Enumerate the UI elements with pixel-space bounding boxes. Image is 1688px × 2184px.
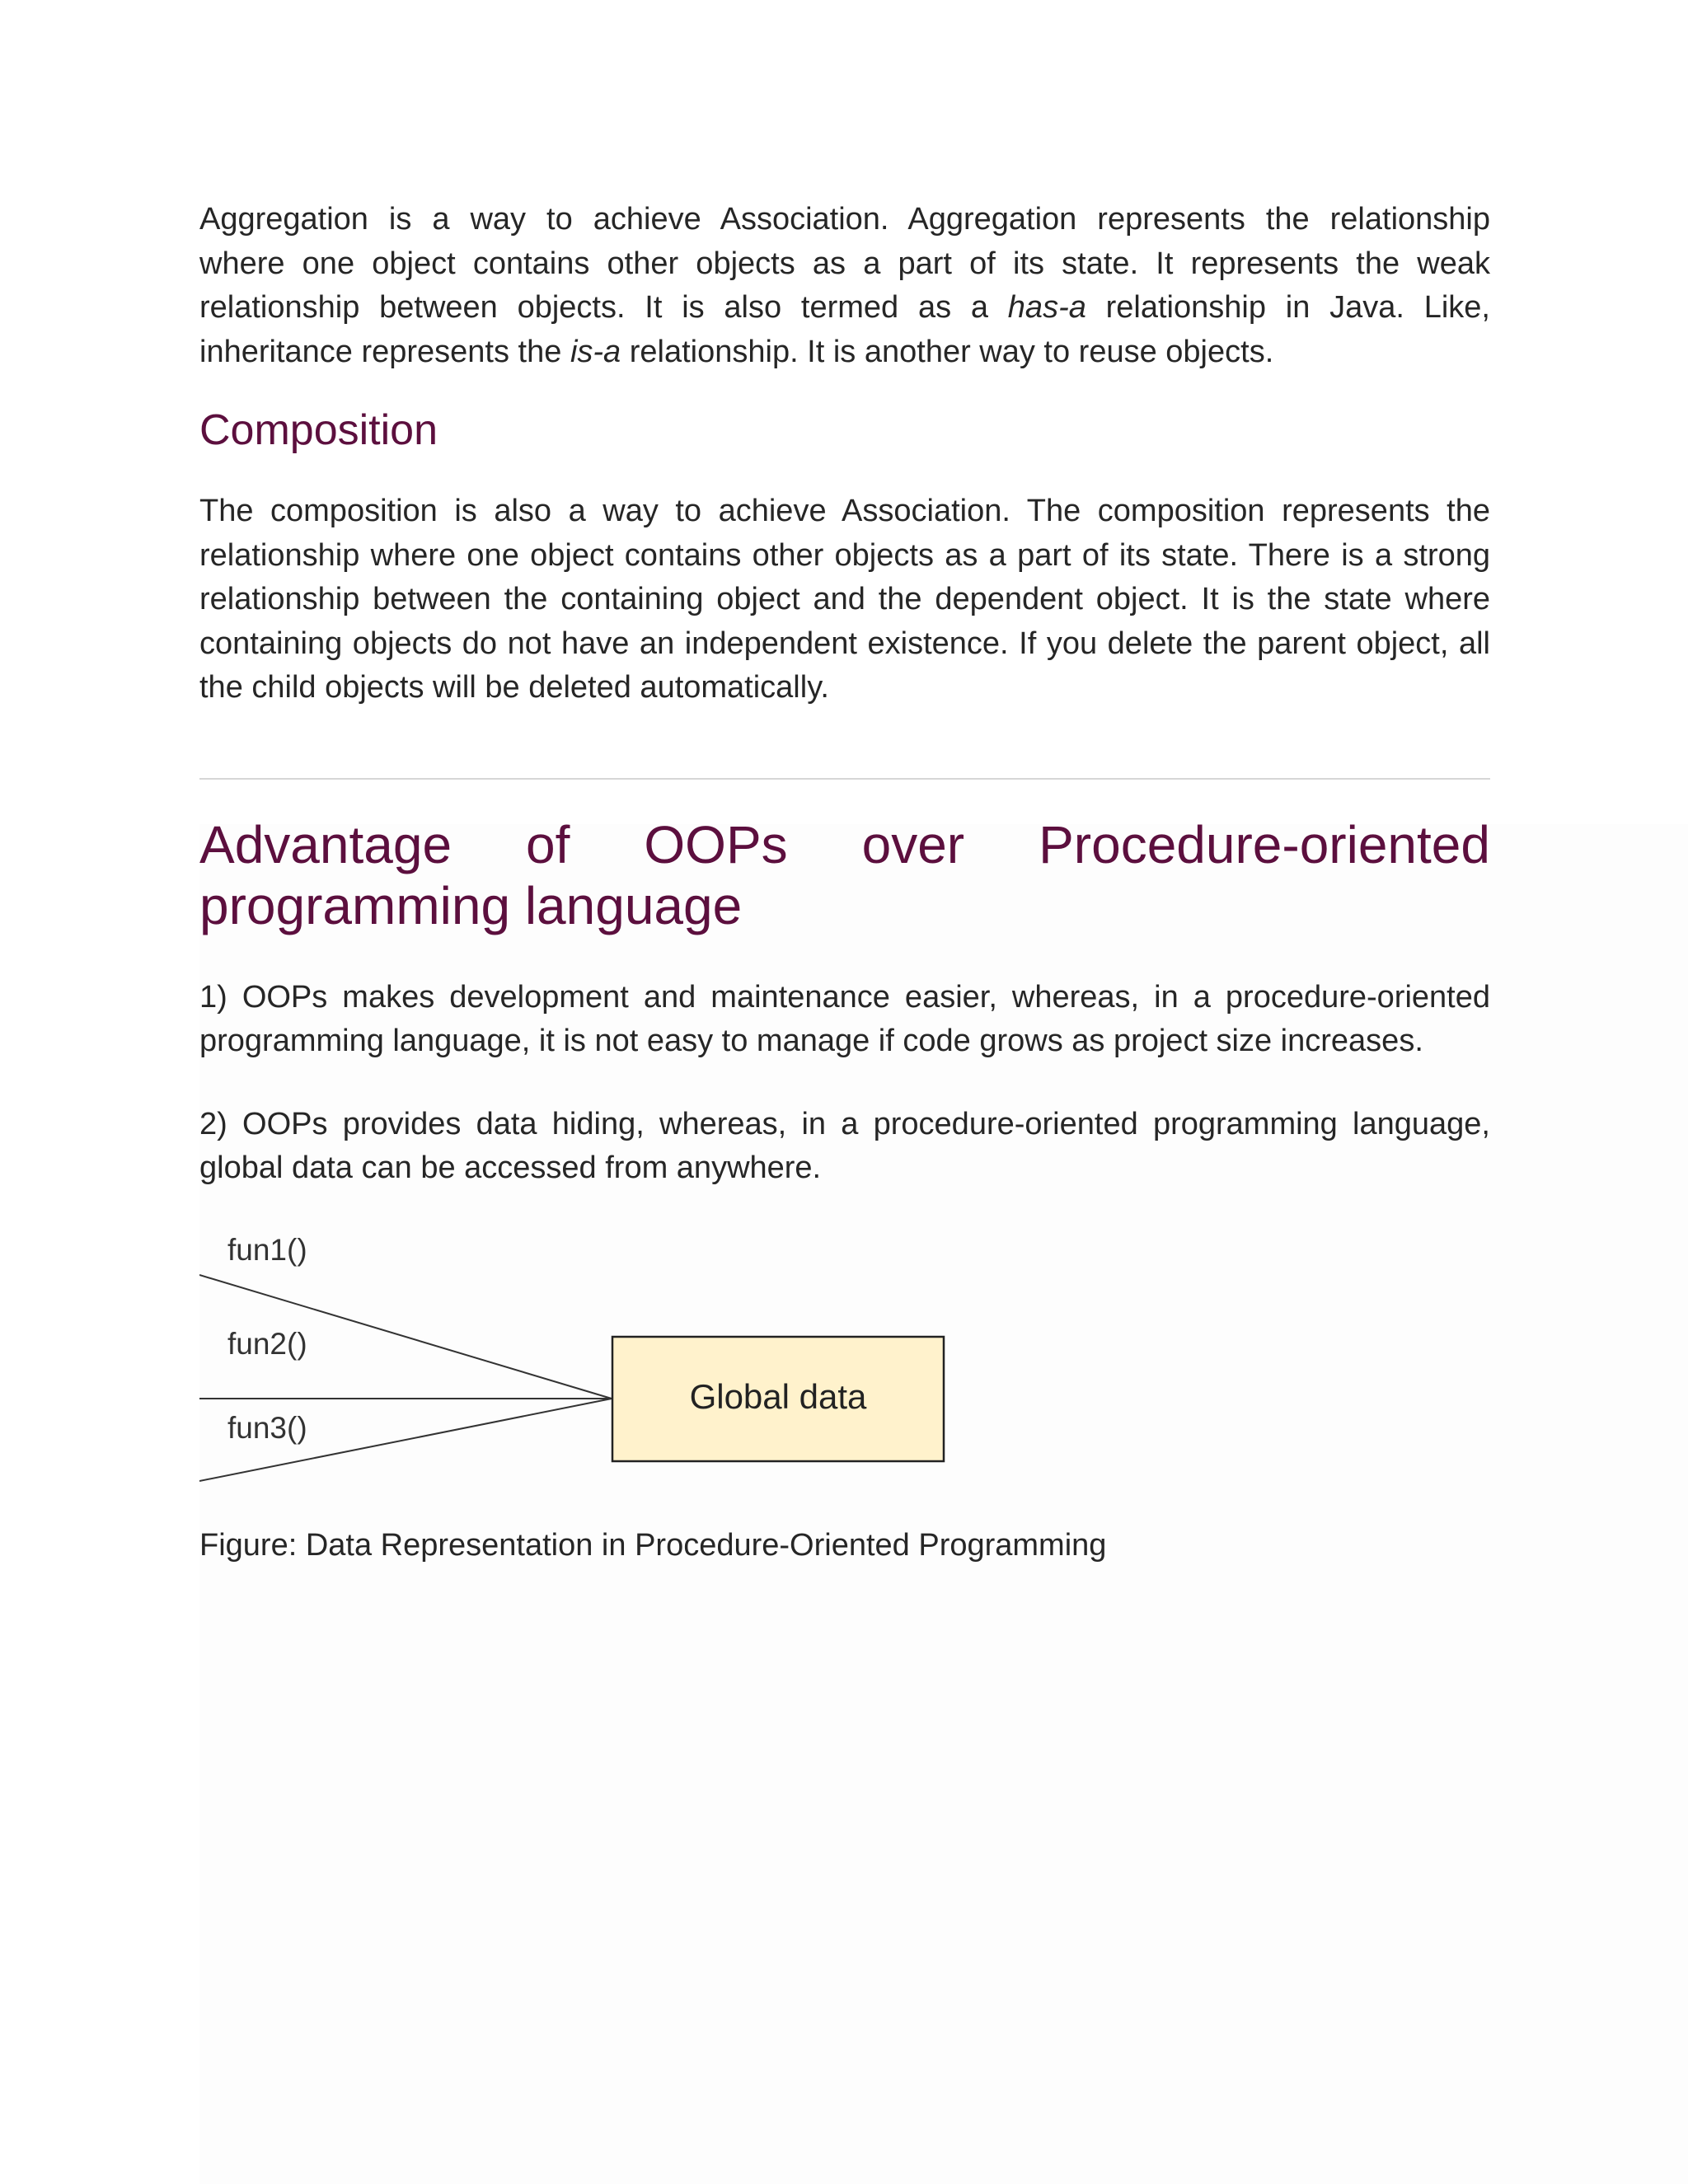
heading-word: OOPs [644,814,788,874]
is-a-term: is-a [570,334,621,369]
advantage-heading-line-1 [199,814,1490,875]
advantage-point-1: 1) OOPs makes development and maintenance easier, whereas, in a procedure-oriented programming language, it is not easy to manage if code grows as project size increases. [199,979,1490,1058]
fun3-label: fun3() [227,1410,307,1445]
heading-word: of [526,814,570,874]
section-divider [199,778,1490,780]
advantage-heading [199,814,1490,936]
composition-heading: Composition [199,406,438,454]
global-data-label: Global data [689,1376,867,1416]
document-content [199,198,1490,1568]
advantage-point-2: 2) OOPs provides data hiding, whereas, in a procedure-oriented programming language, global data can be accessed from anywhere. [199,1106,1490,1185]
heading-word: over [861,814,965,874]
composition-paragraph: The composition is also a way to achieve Association. The composition represents the relationship where one object contains other objects as a part of its state. There is a strong relationship between the containing object and the dependent object. It is the state where containing objects do not have an independent existence. If you delete the parent object, all the child objects will be deleted automatically. [199,494,1490,705]
heading-word: Procedure-oriented [1039,814,1490,874]
aggregation-line-3 [199,286,1490,330]
aggregation-line-1: Aggregation is a way to achieve Association. Aggregation represents the relationship [199,202,1490,237]
figure-caption: Figure: Data Representation in Procedure-Oriented Programming [199,1527,1107,1563]
has-a-term: has-a [1007,290,1086,325]
aggregation-text: relationship between objects. It is also termed as a [199,290,1008,325]
fun1-label: fun1() [227,1232,307,1267]
advantage-heading-line-2: programming language [199,875,743,935]
aggregation-line-2: where one object contains other objects as a part of its state. It represents the weak [199,246,1490,281]
aggregation-text: inheritance represents the [199,334,570,369]
heading-word: Advantage [199,814,452,874]
aggregation-line-4 [199,330,1490,375]
aggregation-text: relationship. It is another way to reuse objects. [621,334,1274,369]
global-data-diagram [199,1221,958,1493]
aggregation-text: relationship in Java. Like, [1085,290,1490,325]
aggregation-paragraph [199,198,1490,374]
fun2-label: fun2() [227,1326,307,1361]
